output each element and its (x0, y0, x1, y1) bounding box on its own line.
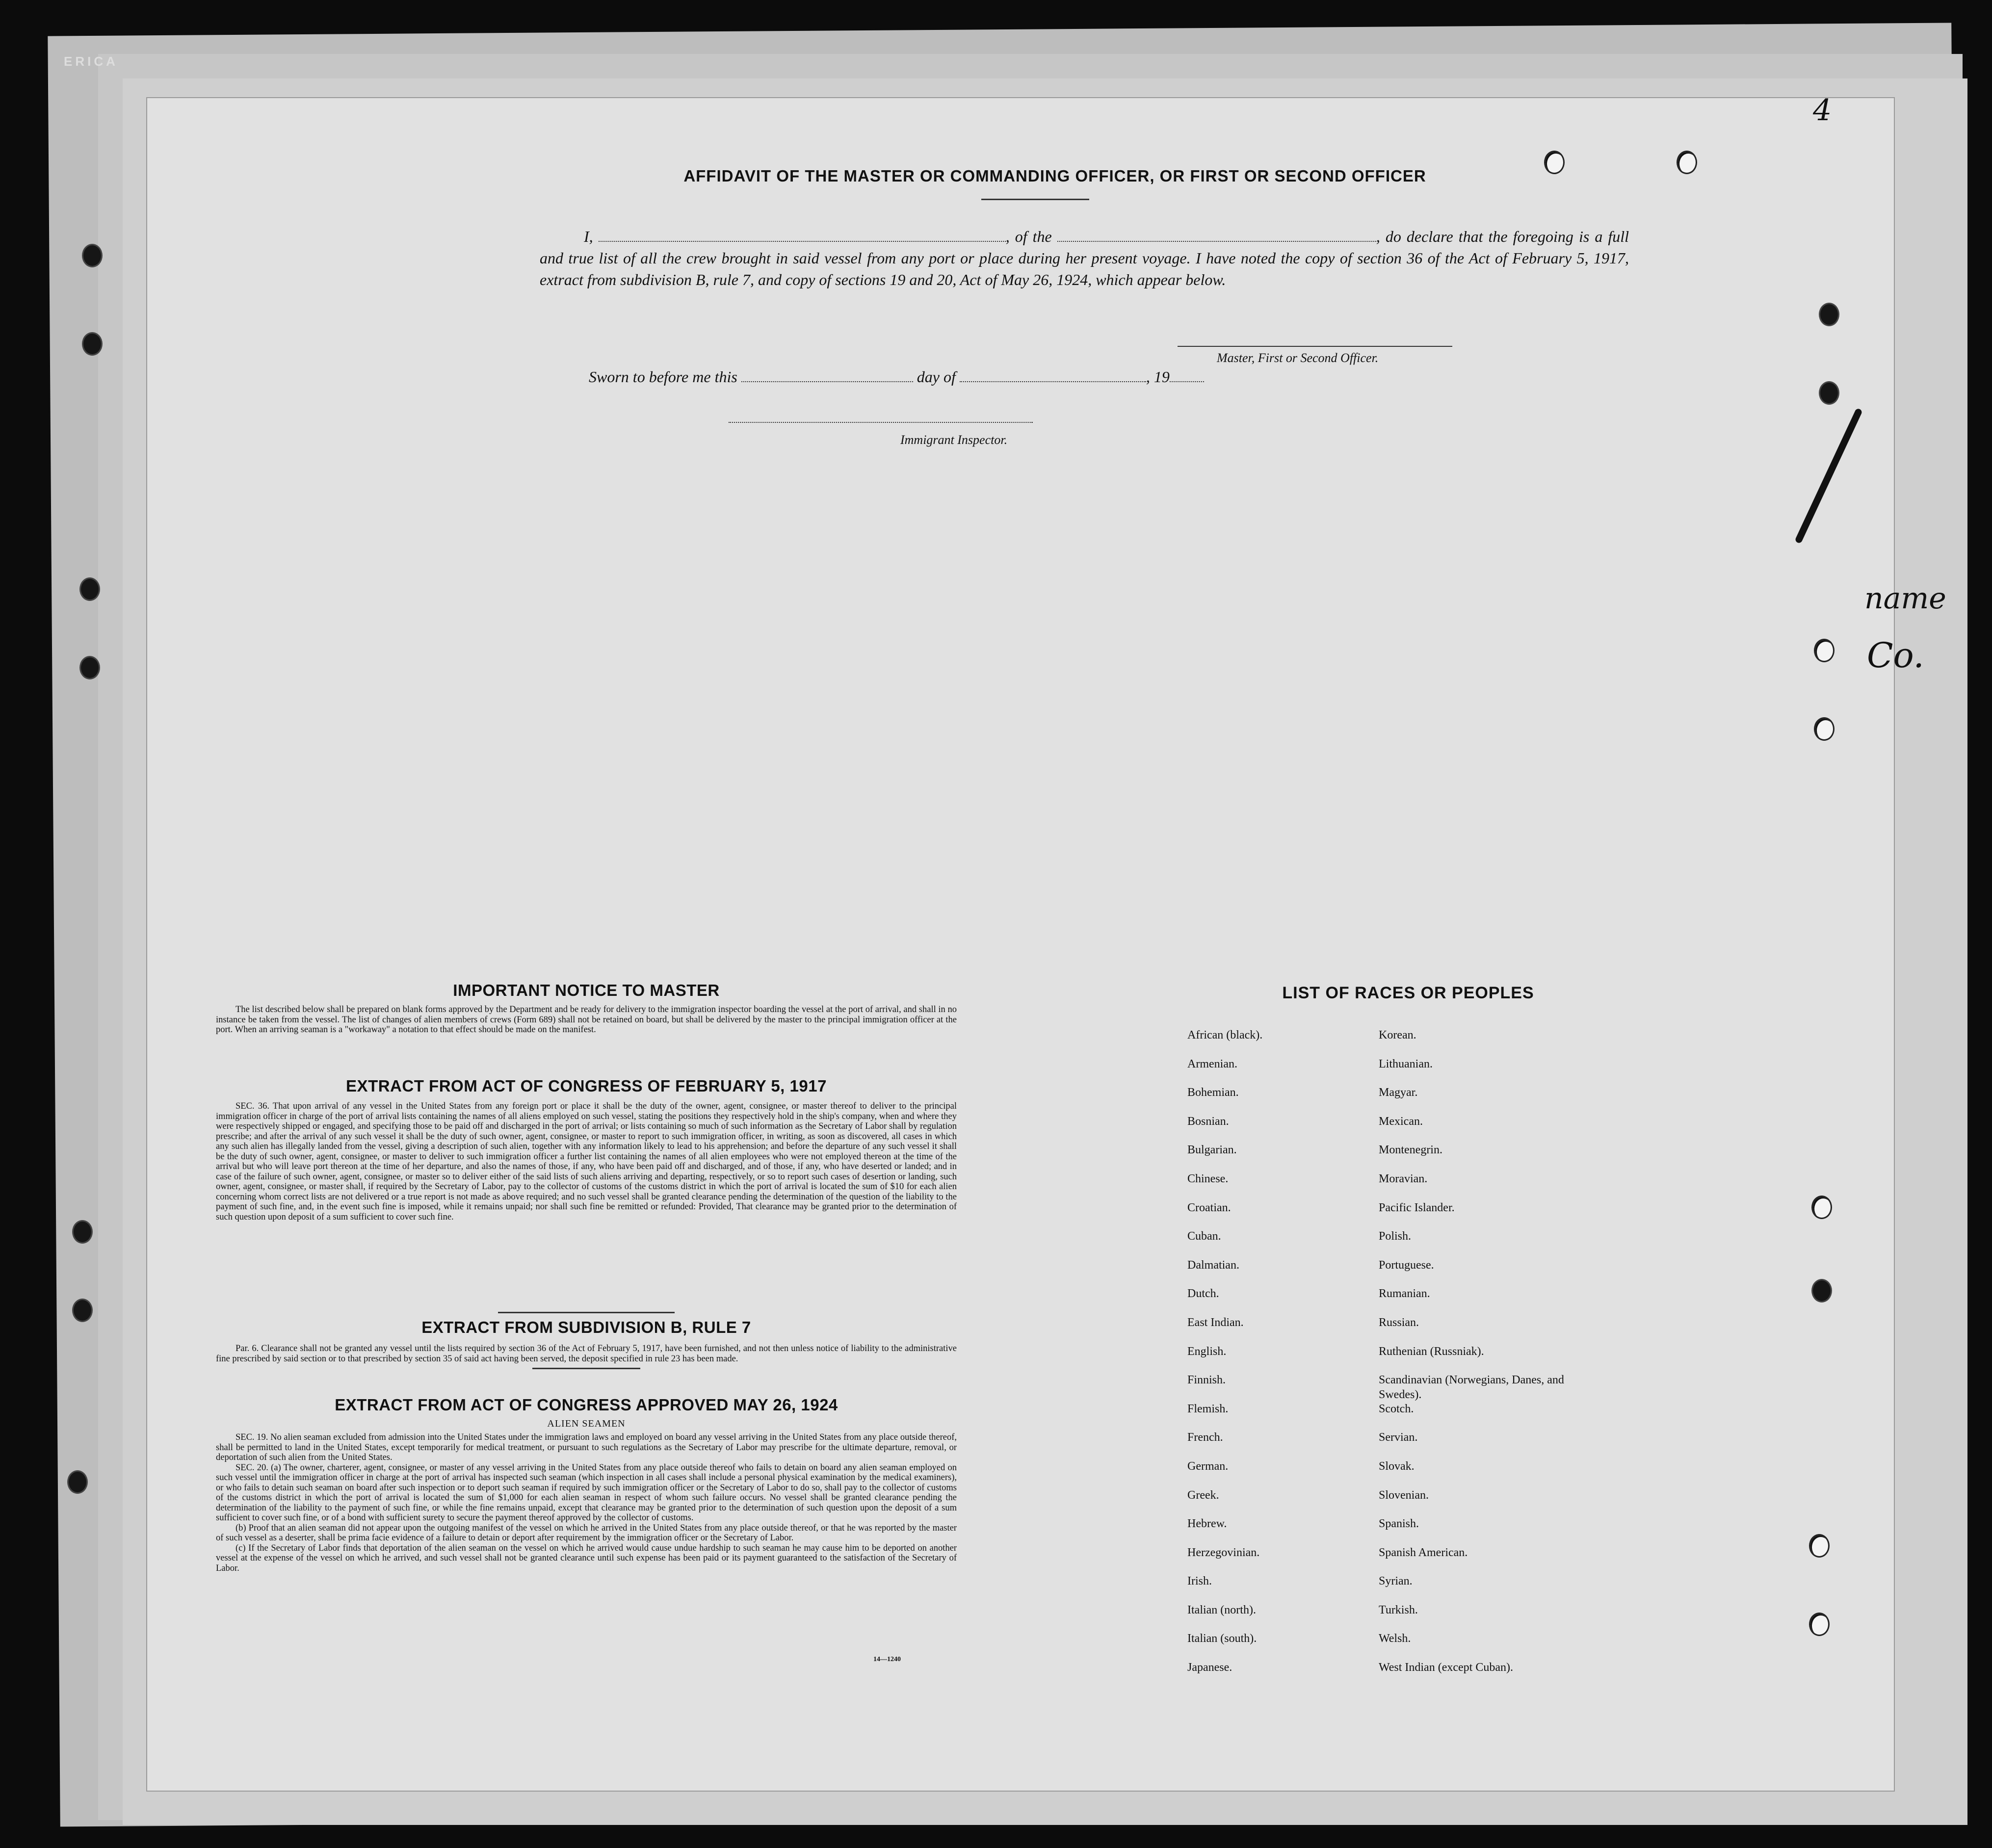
race-entry: Greek. (1187, 1488, 1219, 1502)
race-entry: German. (1187, 1459, 1229, 1473)
race-entry: Bulgarian. (1187, 1144, 1237, 1157)
races-left-column (1187, 1028, 1364, 1689)
race-entry: Irish. (1187, 1575, 1212, 1588)
manifest-sheet (147, 93, 1946, 1791)
edge-strip-text: ERICA (64, 54, 118, 69)
race-entry: Dalmatian. (1187, 1258, 1239, 1272)
act-1924-section (216, 1396, 957, 1573)
officer-name-blank[interactable] (599, 228, 1006, 242)
punch-hole (1815, 640, 1833, 661)
race-entry: Scandinavian (Norwegians, Danes, and Swedes). (1379, 1374, 1564, 1402)
form-number: 14—1240 (873, 1656, 901, 1663)
act-1924-sec19: SEC. 19. No alien seaman excluded from admission into the United States under the immigration laws and employed on board any vessel arriving in the United States from any place outside thereof, shall be permitted to land in the United States, except temporarily for medical treatment, or pursuant to such regulations as the Secretary of Labor may prescribe for the ultimate departure, removal, or deportation of such alien from the United States. (216, 1432, 957, 1462)
punch-hole (1813, 1197, 1831, 1218)
race-entry: Servian. (1379, 1431, 1418, 1444)
punch-hole (1810, 1614, 1828, 1635)
punch-hole (83, 334, 101, 354)
affidavit-body (540, 226, 1629, 290)
punch-hole (83, 245, 101, 266)
race-entry: Pacific Islander. (1379, 1201, 1455, 1214)
race-entry: Mexican. (1379, 1115, 1423, 1128)
race-entry: Ruthenian (Russniak). (1379, 1345, 1484, 1358)
affidavit-statement: that the foregoing is a full and true list of all the crew brought in said vessel from any port or place during her present voyage. I have noted the copy of section 36 of the Act of February 5, 1917, extract from subdivision B, rule 7, and copy of sections 19 and 20, Act of May 26, 1924, which appear below. (540, 228, 1629, 288)
race-entry: Syrian. (1379, 1575, 1413, 1588)
race-entry: Slovak. (1379, 1459, 1415, 1473)
punch-hole (1820, 383, 1838, 403)
race-entry: English. (1187, 1345, 1227, 1358)
race-entry: Lithuanian. (1379, 1057, 1433, 1070)
inspector-signature-line[interactable] (729, 422, 1033, 424)
race-entry: Italian (north). (1187, 1603, 1256, 1616)
rule-7-section (216, 1309, 957, 1369)
sworn-statement (589, 368, 1276, 386)
sworn-day-blank[interactable] (741, 368, 913, 382)
act-1924-heading: EXTRACT FROM ACT OF CONGRESS APPROVED MAY 26, 1924 (335, 1396, 838, 1414)
races-right-column (1379, 1028, 1595, 1689)
race-entry: Cuban. (1187, 1230, 1221, 1243)
sworn-day-label: day of (917, 368, 956, 386)
race-entry: Italian (south). (1187, 1632, 1257, 1645)
race-entry: East Indian. (1187, 1316, 1244, 1329)
race-entry: Spanish American. (1379, 1546, 1468, 1559)
affidavit-declare: , do declare (1376, 228, 1453, 245)
race-entry: French. (1187, 1431, 1223, 1444)
race-entry: Scotch. (1379, 1402, 1414, 1415)
act-1917-text: SEC. 36. That upon arrival of any vessel in the United States from any foreign port or place it shall be the duty of the owner, agent, consignee, or master thereof to deliver to the principal immigration officer in charge of the port of arrival lists containing the names of all aliens employed on such vessel, stating the positions they respectively hold in the ship's company, when and where they were respectively shipped or engaged, and specifying those to be paid off and discharged in the port of arrival; or lists containing so much of such information as the Secretary of Labor shall by regulation prescribe; and after the arrival of any such vessel it shall be the duty of such owner, agent, consignee, or master to report to such immigration officer, in writing, as soon as discovered, all cases in which any such alien has illegally landed from the vessel, giving a description of such alien, together with any information likely to lead to his apprehension; and before the departure of any such vessel it shall be the duty of such owner, agent, consignee, or master to deliver to such immigration officer a further list containing the names of all alien employees who were not employed thereon at the time of the arrival but who will leave port thereon at the time of her departure, and also the names of those, if any, who have been paid off and discharged, and of those, if any, who have deserted or landed; and in case of the failure of such owner, agent, consignee, or master so to deliver either of the said lists of such aliens arriving and departing, respectively, or so to report such cases of desertion or landing, such owner, agent, consignee, or master shall, if required by the Secretary of Labor, pay to the collector of customs of the customs district in which the port of arrival is located the sum of $10 for each alien concerning whom correct lists are not delivered or a true report is not made as above required; and no such vessel shall be granted clearance pending the determination of the question of the liability to the payment of such fine, and, in the event such fine is imposed, while it remains unpaid; nor shall such fine be remitted or refunded: Provided, That clearance may be granted prior to the determination of such question upon deposit of a sum sufficient to cover such fine. (216, 1101, 957, 1222)
punch-hole (74, 1300, 91, 1321)
act-1924-sec20b: (b) Proof that an alien seaman did not appear upon the outgoing manifest of the vessel on which he arrived in the United States from any place outside thereof, or that he was reported by the master of such vessel as a deserter, shall be prima facie evidence of a failure to detain or deport after requirement by the immigration officer or the Secretary of Labor. (216, 1523, 957, 1543)
race-entry: Finnish. (1187, 1374, 1226, 1387)
race-entry: Portuguese. (1379, 1258, 1434, 1272)
race-entry: Flemish. (1187, 1402, 1229, 1415)
race-entry: Magyar. (1379, 1086, 1418, 1099)
race-entry: Herzegovinian. (1187, 1546, 1260, 1559)
punch-hole (81, 579, 99, 599)
race-entry: Montenegrin. (1379, 1144, 1442, 1157)
master-signature-line[interactable] (1178, 346, 1452, 347)
punch-hole (1678, 152, 1696, 173)
race-entry: Armenian. (1187, 1057, 1237, 1070)
section-divider (532, 1368, 640, 1369)
race-entry: West Indian (except Cuban). (1379, 1661, 1513, 1674)
race-entry: Spanish. (1379, 1517, 1419, 1531)
affidavit-divider (981, 199, 1089, 200)
race-entry: Dutch. (1187, 1287, 1219, 1301)
punch-hole (74, 1222, 91, 1242)
margin-handwriting-name: name (1864, 581, 1946, 616)
corner-handwriting-mark: 4 (1813, 93, 1832, 128)
race-entry: Bosnian. (1187, 1115, 1229, 1128)
act-1924-subtitle: ALIEN SEAMEN (547, 1418, 626, 1429)
race-entry: Bohemian. (1187, 1086, 1239, 1099)
punch-hole (1815, 719, 1833, 739)
sworn-year-blank[interactable] (1170, 368, 1204, 382)
punch-hole (1813, 1280, 1831, 1301)
notice-heading: IMPORTANT NOTICE TO MASTER (453, 981, 720, 999)
race-entry: Korean. (1379, 1029, 1416, 1041)
notice-text: The list described below shall be prepared on blank forms approved by the Department and be ready for delivery to the immigration inspector boarding the vessel at the port of arrival, and shall in no instance be taken from the vessel. The list of changes of alien members of crews (Form 689) shall not be retained on board, but shall be delivered by the master to the principal immigration officer at the port. When an arriving seaman is a "workaway" a notation to that effect should be made on the manifest. (216, 1005, 957, 1035)
act-1924-sec20a: SEC. 20. (a) The owner, charterer, agent, consignee, or master of any vessel arriving in the United States from any place outside thereof who fails to detain on board any alien seaman employed on such vessel until the immigration officer in charge at the port of arrival has inspected such seaman (which inspection in all cases shall include a personal physical examination by the medical examiners), or who fails to detain such seaman on board after such inspection or to deport such seaman if required by such immigration officer or the Secretary of Labor to do so, shall pay to the collector of customs of the customs district in which the port of arrival is located the sum of $1,000 for each alien seaman in respect of whom such failure occurs. No vessel shall be granted clearance pending the determination of the liability to the payment of such fine, or while the fine remains unpaid, except that clearance may be granted prior to the determination of such question upon the deposit of a sum sufficient to cover such fine, or of a bond with sufficient surety to secure the payment thereof approved by the collector of customs. (216, 1462, 957, 1523)
race-entry: Hebrew. (1187, 1517, 1227, 1531)
race-entry: Rumanian. (1379, 1287, 1430, 1301)
section-divider (498, 1312, 675, 1313)
race-entry: Chinese. (1187, 1172, 1229, 1185)
affidavit-title: AFFIDAVIT OF THE MASTER OR COMMANDING OFFICER, OR FIRST OR SECOND OFFICER (683, 167, 1426, 185)
race-entry: Turkish. (1379, 1603, 1418, 1616)
master-signature-caption: Master, First or Second Officer. (1217, 351, 1379, 365)
sworn-year-label: , 19 (1146, 368, 1170, 386)
margin-handwriting-co: Co. (1867, 635, 1924, 676)
race-entry: Polish. (1379, 1230, 1412, 1243)
rule-7-text: Par. 6. Clearance shall not be granted any vessel until the lists required by section 36 of the Act of February 5, 1917, have been furnished, and not then unless notice of liability to the administrative fine prescribed by said section or to that prescribed by section 35 of said act having been served, the deposit specified in rule 23 has been made. (216, 1344, 957, 1364)
vessel-name-blank[interactable] (1057, 228, 1376, 242)
race-entry: Moravian. (1379, 1172, 1428, 1185)
affidavit-of-the: , of the (1005, 228, 1052, 245)
race-entry: African (black). (1187, 1029, 1263, 1041)
punch-hole (69, 1472, 86, 1492)
punch-hole (1820, 304, 1838, 325)
inspector-caption: Immigrant Inspector. (900, 433, 1008, 447)
act-1917-section (216, 1077, 957, 1222)
punch-hole (1810, 1536, 1828, 1556)
races-title: LIST OF RACES OR PEOPLES (1282, 984, 1534, 1002)
notice-section (216, 981, 957, 1035)
race-entry: Slovenian. (1379, 1488, 1429, 1502)
race-entry: Croatian. (1187, 1201, 1231, 1214)
sworn-month-blank[interactable] (960, 368, 1146, 382)
act-1924-sec20c: (c) If the Secretary of Labor finds that deportation of the alien seaman on the vessel on which he arrived would cause undue hardship to such seaman he may cause him to be deported on another vessel at the expense of the vessel on which he arrived, and such vessel shall not be granted clearance until such expense has been paid or its payment guaranteed to the satisfaction of the Secretary of Labor. (216, 1543, 957, 1573)
affidavit-i: I, (584, 228, 593, 245)
act-1917-heading: EXTRACT FROM ACT OF CONGRESS OF FEBRUARY 5, 1917 (346, 1077, 827, 1095)
race-entry: Russian. (1379, 1316, 1419, 1329)
race-entry: Japanese. (1187, 1661, 1232, 1674)
bleed-through-text (167, 471, 1874, 962)
rule-7-heading: EXTRACT FROM SUBDIVISION B, RULE 7 (421, 1318, 751, 1336)
punch-hole (1546, 152, 1563, 173)
punch-hole (81, 657, 99, 678)
sworn-prefix: Sworn to before me this (589, 368, 737, 386)
race-entry: Welsh. (1379, 1632, 1411, 1645)
